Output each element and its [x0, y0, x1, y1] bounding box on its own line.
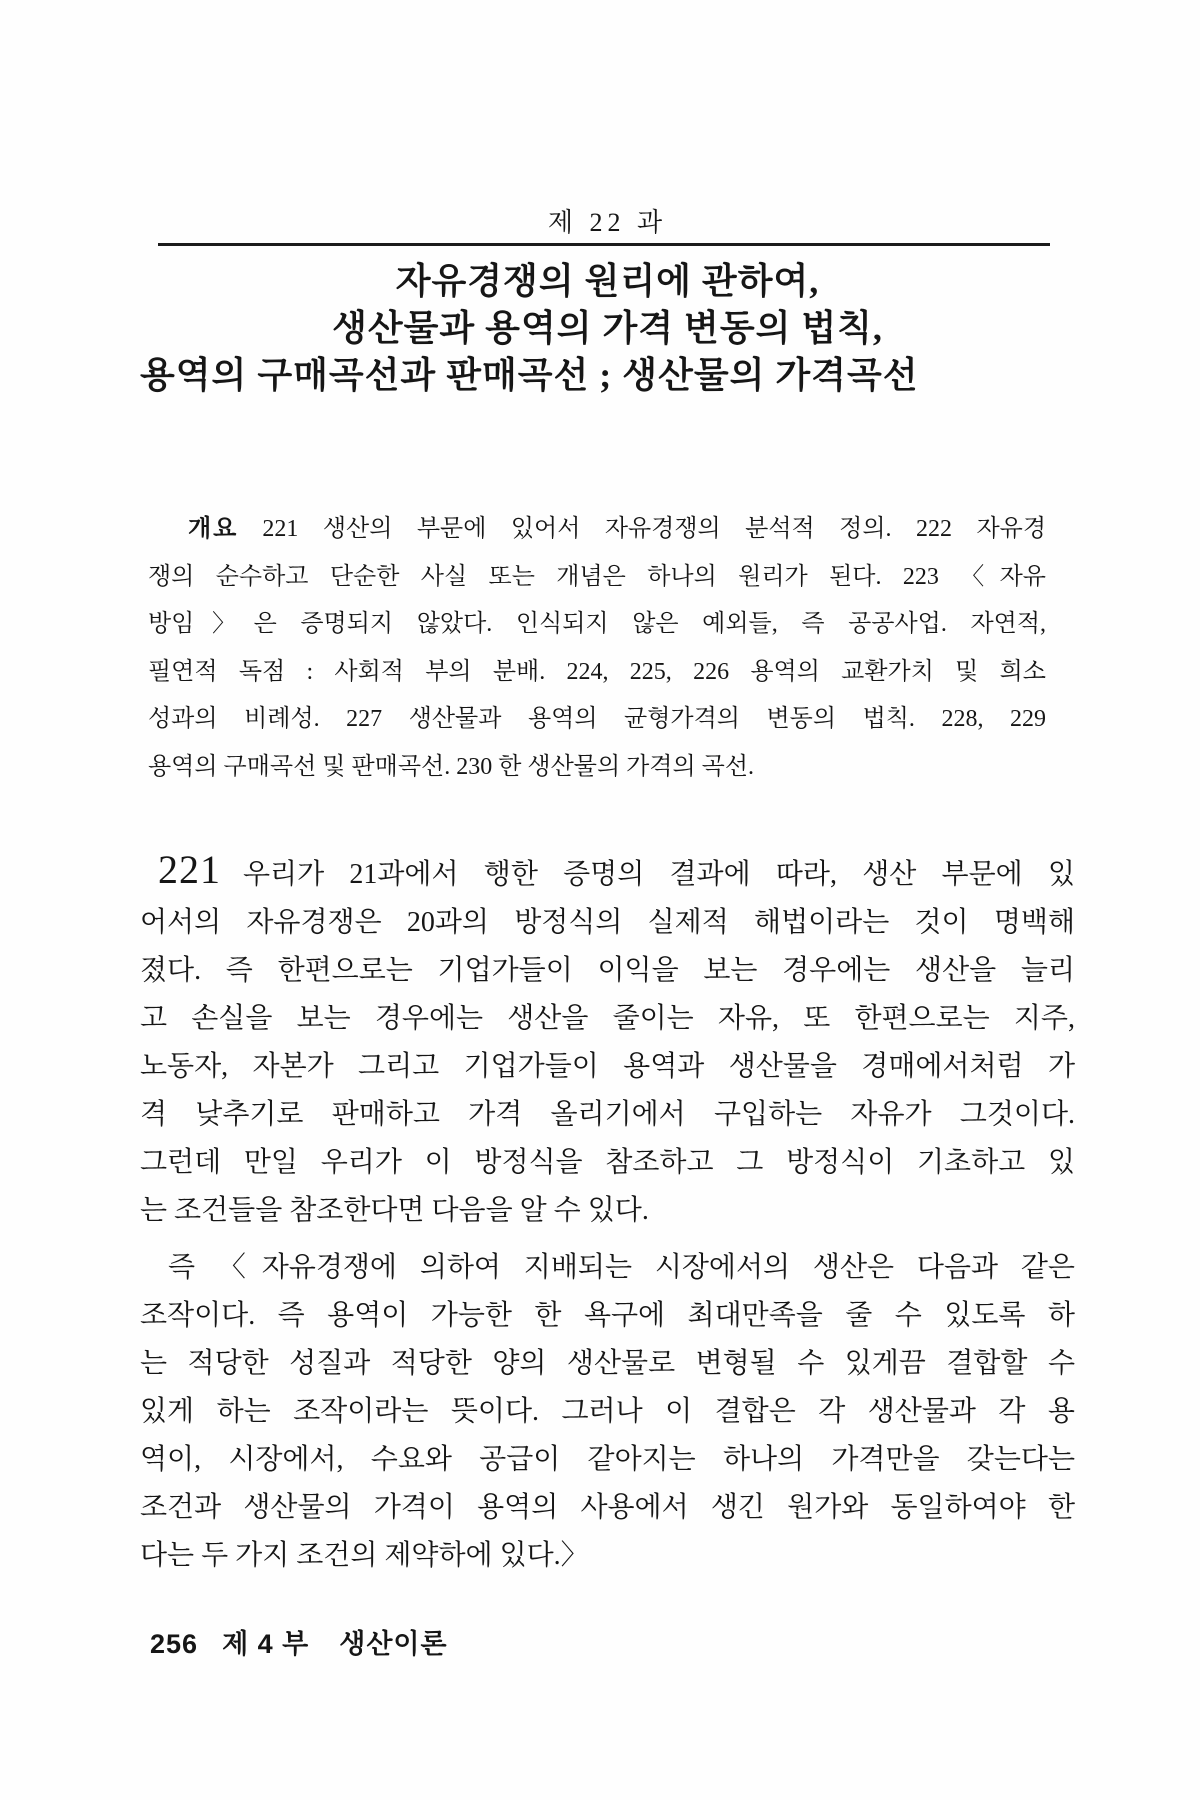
- overview-label: 개요: [188, 516, 239, 542]
- text-line: 고 손실을 보는 경우에는 생산을 줄이는 자유, 또 한편으로는 지주,: [140, 1003, 1075, 1034]
- text-line: 다는 두 가지 조건의 제약하에 있다.〉: [140, 1540, 589, 1571]
- overview-lines: [148, 554, 1046, 792]
- quotation-paragraph: [140, 1244, 1075, 1580]
- text-line: 는 적당한 성질과 적당한 양의 생산물로 변형될 수 있게끔 결합할 수: [140, 1348, 1075, 1379]
- page-footer: [150, 1622, 1050, 1661]
- paragraph-221: [140, 846, 1075, 1235]
- text-line: 노동자, 자본가 그리고 기업가들이 용역과 생산물을 경매에서처럼 가: [140, 1051, 1075, 1082]
- text-line: 조작이다. 즉 용역이 가능한 한 욕구에 최대만족을 줄 수 있도록 하: [140, 1300, 1075, 1331]
- section-number: 221: [158, 847, 221, 892]
- overview-first-line-text: 221 생산의 부문에 있어서 자유경쟁의 분석적 정의. 222 자유경: [262, 516, 1046, 542]
- text-line: 어서의 자유경쟁은 20과의 방정식의 실제적 해법이라는 것이 명백해: [140, 907, 1075, 938]
- paragraph-221-first-line: [140, 846, 1075, 899]
- paragraph-221-first-line-text: 우리가 21과에서 행한 증명의 결과에 따라, 생산 부문에 있: [243, 859, 1075, 890]
- text-line: 용역의 구매곡선 및 판매곡선. 230 한 생산물의 가격의 곡선.: [148, 753, 755, 780]
- overview-paragraph: [148, 506, 1046, 791]
- chapter-title: [140, 258, 1075, 399]
- part-title: 생산이론: [339, 1629, 448, 1659]
- text-line: 그런데 만일 우리가 이 방정식을 참조하고 그 방정식이 기초하고 있: [140, 1147, 1075, 1178]
- text-line: 자유경쟁의 원리에 관하여,: [395, 261, 820, 301]
- text-line: 쟁의 순수하고 단순한 사실 또는 개념은 하나의 원리가 된다. 223 〈자유: [148, 563, 1046, 590]
- text-line: 용역의 구매곡선과 판매곡선 ; 생산물의 가격곡선: [140, 355, 919, 395]
- part-label: 제 4 부: [222, 1629, 310, 1659]
- quotation-paragraph-lines: [140, 1244, 1075, 1580]
- text-line: 즉 〈자유경쟁에 의하여 지배되는 시장에서의 생산은 다음과 같은: [168, 1252, 1075, 1283]
- text-line: 격 낮추기로 판매하고 가격 올리기에서 구입하는 자유가 그것이다.: [140, 1099, 1075, 1130]
- text-line: 조건과 생산물의 가격이 용역의 사용에서 생긴 원가와 동일하여야 한: [140, 1492, 1075, 1523]
- text-line: 있게 하는 조작이라는 뜻이다. 그러나 이 결합은 각 생산물과 각 용: [140, 1396, 1075, 1427]
- text-line: 역이, 시장에서, 수요와 공급이 같아지는 하나의 가격만을 갖는다는: [140, 1444, 1075, 1475]
- text-line: 생산물과 용역의 가격 변동의 법칙,: [332, 308, 883, 348]
- text-line: 필연적 독점 : 사회적 부의 분배. 224, 225, 226 용역의 교환가치 및 희소: [148, 658, 1046, 685]
- text-line: 는 조건들을 참조한다면 다음을 알 수 있다.: [140, 1195, 649, 1226]
- text-line: 졌다. 즉 한편으로는 기업가들이 이익을 보는 경우에는 생산을 늘리: [140, 955, 1075, 986]
- overview-first-line: [148, 506, 1046, 554]
- text-line: 성과의 비례성. 227 생산물과 용역의 균형가격의 변동의 법칙. 228, 229: [148, 706, 1046, 732]
- text-line: 방임〉은 증명되지 않았다. 인식되지 않은 예외들, 즉 공공사업. 자연적,: [148, 611, 1046, 637]
- chapter-heading: 제 22 과: [547, 208, 668, 237]
- page-number: 256: [150, 1629, 199, 1659]
- paragraph-221-lines: [140, 899, 1075, 1235]
- heading-divider: [158, 243, 1050, 246]
